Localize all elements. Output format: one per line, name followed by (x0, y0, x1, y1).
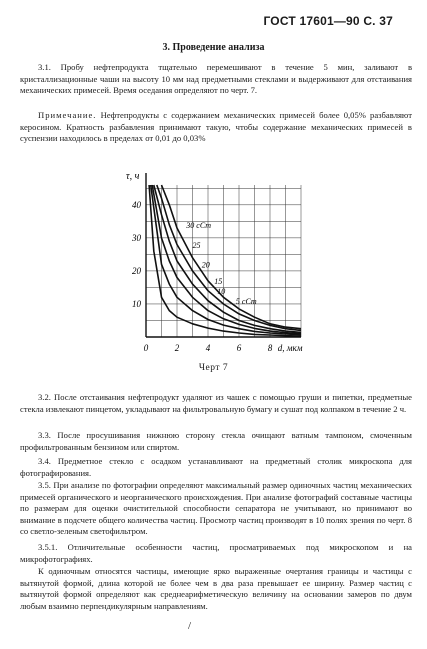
series-line (157, 185, 301, 330)
series-line (154, 185, 301, 332)
chart-series (149, 185, 301, 336)
x-tick-label: 2 (174, 343, 180, 353)
series-label: 25 (192, 240, 201, 250)
series-label: 10 (217, 287, 226, 297)
y-tick-label: 40 (132, 199, 141, 210)
page-header: ГОСТ 17601—90 С. 37 (263, 14, 393, 28)
series-label: 15 (214, 277, 223, 287)
series-line (151, 185, 301, 335)
y-axis-label: τ, ч (126, 171, 140, 182)
paragraph-3-3: 3.3. После просушивания нижнюю сторону стекла очищают ватным тампоном, смоченным профильтрованным бензином или спиртом. (20, 430, 412, 452)
x-tick-label: 0 (143, 343, 149, 353)
series-label: 5 сСт (235, 296, 257, 306)
paragraph-3-4: 3.4. Предметное стекло с осадком устанавливают на предметный столик микроскопа для фотографирования. (20, 456, 412, 478)
y-tick-label: 20 (132, 265, 141, 276)
note-text: Нефтепродукты с содержанием механических примесей более 0,05% разбавляют керосином. Кратность разбавления принимают такую, чтобы содержание механических примесей в суспензии находилось в пределах от 0,01 до 0,03% (20, 110, 412, 144)
paragraph-3-1: 3.1. Пробу нефтепродукта тщательно перемешивают в течение 5 мин, заливают в кристаллизационные чаши на высоту 10 мм над предметными стеклами и выдерживают для отстаивания механических примесей. Время оседания определяют по черт. 7. (20, 62, 412, 96)
page-mark: / (188, 620, 192, 632)
x-tick-label: 8 (267, 343, 273, 353)
paragraph-3-5-1: 3.5.1. Отличительные особенности частиц, просматриваемых под микроскопом и на микрофотографиях. (20, 542, 412, 564)
series-label: 20 (201, 260, 210, 270)
series-label: 30 сСт (186, 220, 212, 230)
y-tick-label: 10 (132, 298, 141, 309)
series-line (162, 185, 302, 329)
paragraph-3-5: 3.5. При анализе по фотографии определяют максимальный размер одиночных частиц механических примесей органического и неорганического происхождения. При анализе фотографий составные частицы по размерам для оценки очистительной способности сепаратора не учитывают, но принимают во внимание в подсчете общего количества частиц. Просмотр частиц производят в 10 полях зрения по черт. 8 со светло-зеленым светофильтром. (20, 480, 412, 537)
x-axis-label: d, мкм (277, 343, 303, 353)
paragraph-3-2: 3.2. После отстаивания нефтепродукт удаляют из чашек с помощью груши и пипетки, предметные стекла извлекают пинцетом, укладывают на фильтровальную бумагу и сушат под колпаком в течение 2 ч. (20, 392, 412, 414)
y-tick-label: 30 (132, 232, 141, 243)
x-tick-label: 4 (205, 343, 211, 353)
figure-caption: Черт 7 (198, 363, 229, 373)
note-label: Примечание. (38, 110, 97, 120)
paragraph-3-5-1-text: К одиночным относятся частицы, имеющие ярко выраженные очертания границы и частицы с вытянутой формой, длина которой не более чем в два раза превышает ее ширину. Размер частиц с вытянутой формой определяют как среднеарифметическую величину на основании замеров по двум любым взаимно перпендикулярным направлениям. (20, 566, 412, 611)
x-tick-label: 6 (236, 343, 242, 353)
section-title: 3. Проведение анализа (162, 42, 265, 53)
series-line (152, 185, 301, 334)
